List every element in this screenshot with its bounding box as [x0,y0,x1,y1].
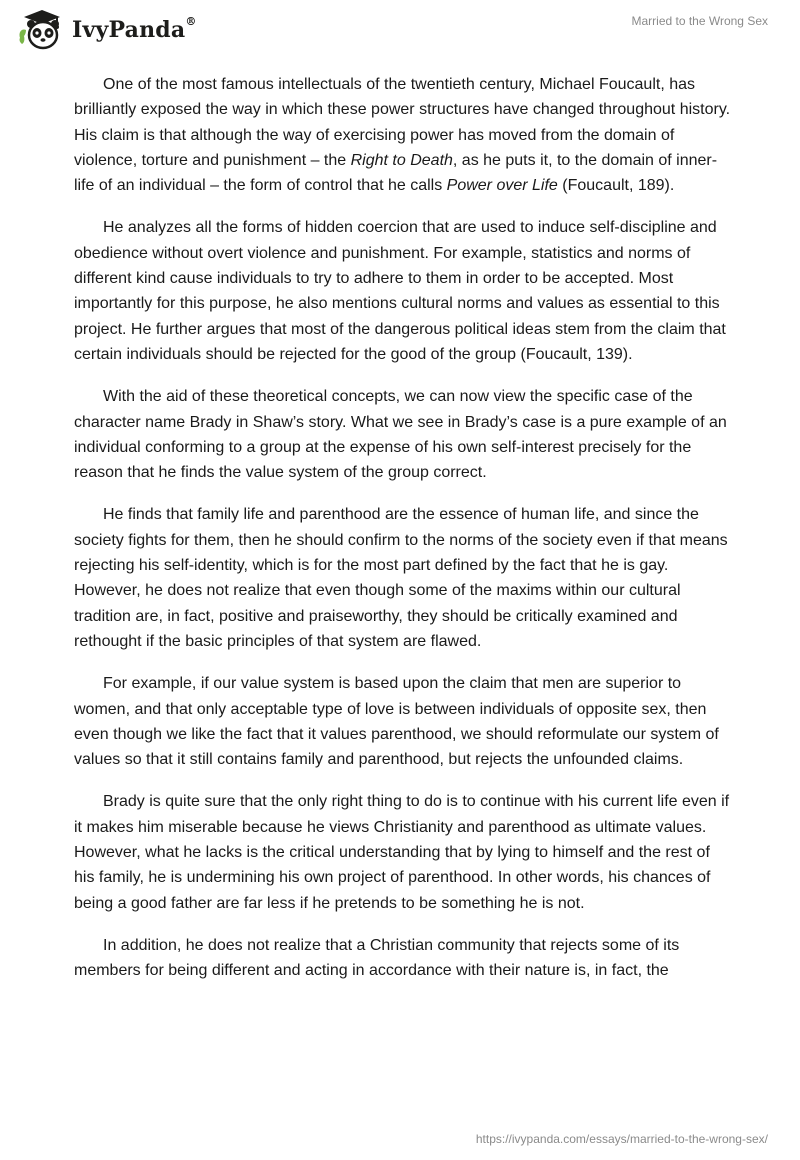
essay-paragraph [74,384,734,485]
paragraph-text: One of the most famous intellectuals of the twentieth century, Michael Foucault, has brilliantly exposed the way in which these power structures have changed throughout history. His claim is that although the way of exercising power has moved from the domain of violence, torture and punishment – the [74,76,731,169]
essay-paragraph [74,215,734,367]
brand-name: IvyPanda® [72,15,197,43]
paragraph-text: Brady is quite sure that the only right thing to do is to continue with his current life even if it makes him miserable because he views Christianity and parenthood as ultimate values. However, what he lacks is the critical understanding that by lying to himself and the rest of his family, he is undermining his own project of parenthood. In other words, his chances of being a good father are far less if he pretends to be something he is not. [74,793,730,912]
italic-term: Right to Death [350,151,453,169]
paragraph-text: (Foucault, 189). [557,177,675,195]
essay-paragraph [74,933,734,984]
essay-paragraph [74,671,734,772]
panda-icon [16,8,68,52]
essay-paragraph [74,72,734,198]
paragraph-text: For example, if our value system is based upon the claim that men are superior to women, and that only acceptable type of love is between individuals of opposite sex, then even though we like the fact that it values parenthood, we should reformulate our system of values so that it still contains family and parenthood, but rejects the unfounded claims. [74,675,719,769]
paragraph-text: He analyzes all the forms of hidden coercion that are used to induce self-discipline and obedience without overt violence and punishment. For example, statistics and norms of different kind cause individuals to try to adhere to them in order to be accepted. Most importantly for this purpose, he also mentions cultural norms and values as essential to this project. He further argues that most of the dangerous political ideas stem from the claim that certain individuals should be rejected for the good of the group (Foucault, 139). [74,219,726,363]
paragraph-text: In addition, he does not realize that a Christian community that rejects some of its members for being different and acting in accordance with their nature is, in fact, the [74,936,680,980]
paragraph-text: With the aid of these theoretical concepts, we can now view the specific case of the character name Brady in Shaw’s story. What we see in Brady’s case is a pure example of an individual conforming to a group at the expense of his own self-interest precisely for the reason that he finds the value system of the group correct. [74,388,727,482]
italic-term: Power over Life [446,177,558,195]
essay-body [74,72,734,1001]
brand-logo[interactable] [16,8,197,52]
essay-paragraph [74,789,734,915]
paragraph-text: He finds that family life and parenthood are the essence of human life, and since the society fights for them, then he should confirm to the norms of the society even if that means rejecting his self-identity, which is for the most part defined by the fact that he is gay. However, he does not realize that even though some of the maxims within our cultural tradition are, in fact, positive and praiseworthy, they should be critically examined and rethought if the basic principles of that system are flawed. [74,506,728,650]
document-title: Married to the Wrong Sex [631,14,768,28]
page-header [0,0,800,60]
footer-url[interactable]: https://ivypanda.com/essays/married-to-the-wrong-sex/ [475,1132,768,1146]
essay-paragraph [74,502,734,654]
paragraph-text: , as he puts it, to the domain of inner-life of an individual – the form of control that he calls [74,151,718,195]
